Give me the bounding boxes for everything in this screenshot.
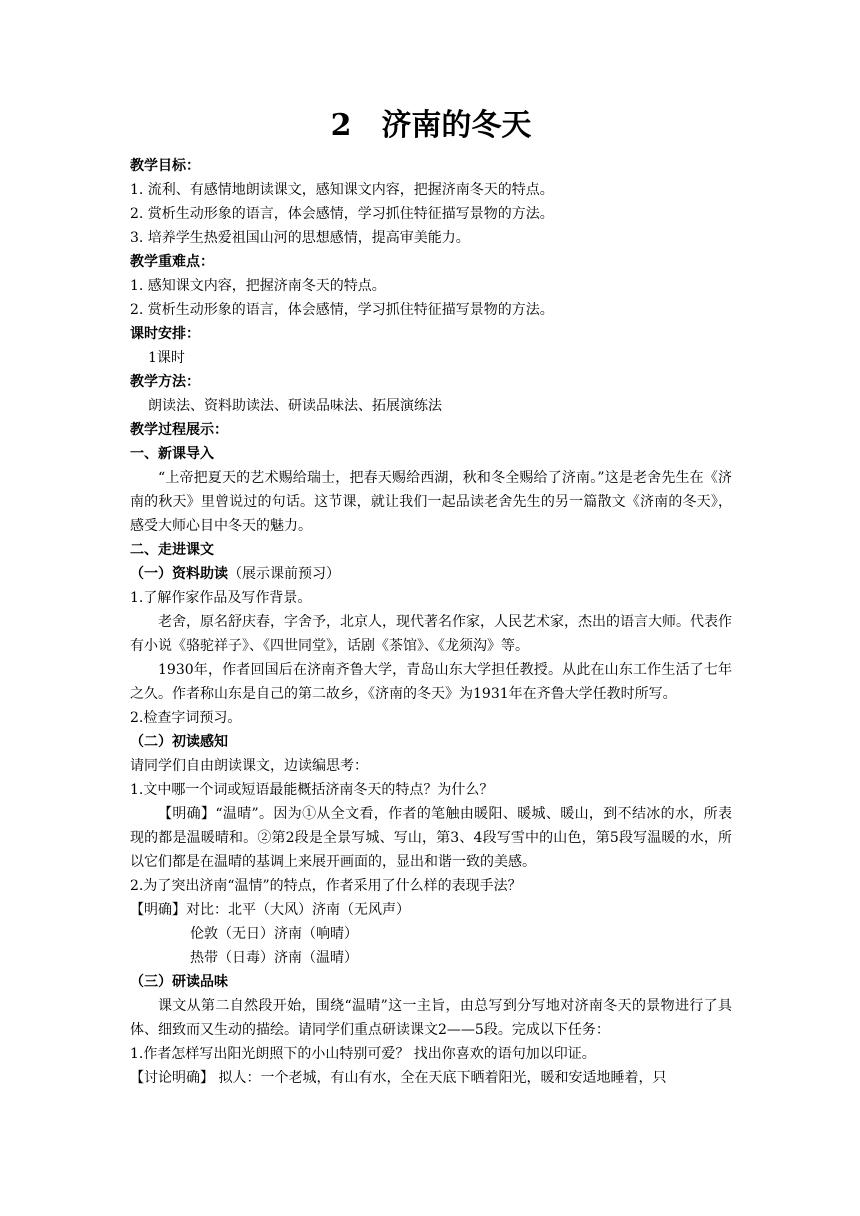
goal-item: 3. 培养学生热爱祖国山河的思想感情，提高审美能力。 bbox=[130, 230, 470, 246]
part1-paragraph: “上帝把夏天的艺术赐给瑞士，把春天赐给西湖，秋和冬全赐给了济南。”这是老舍先生在《济南的秋天》里曾说过的句话。这节课，就让我们一起品读老舍先生的另一篇散文《济南的冬天》，感受大师心目中冬天的魅力。 bbox=[130, 470, 732, 534]
goal-item: 2. 赏析生动形象的语言，体会感情，学习抓住特征描写景物的方法。 bbox=[130, 206, 554, 222]
key-point-item: 2. 赏析生动形象的语言，体会感情，学习抓住特征描写景物的方法。 bbox=[130, 302, 554, 318]
sub2-answer: 【明确】“温晴”。因为①从全文看，作者的笔触由暖阳、暖城、暖山，到不结冰的水，所表现的都是温暖晴和。②第2段是全景写城、写山，第3、4段写雪中的山色，第5段写温暖的水，所以它们都是在温晴的基调上来展开画面的，显出和谐一致的美感。 bbox=[130, 806, 732, 870]
sub3-question: 1.作者怎样写出阳光朗照下的小山特别可爱？ 找出你喜欢的语句加以印证。 bbox=[130, 1046, 596, 1062]
sub2-question: 2.为了突出济南“温情”的特点，作者采用了什么样的表现手法？ bbox=[130, 878, 522, 894]
sub2-intro: 请同学们自由朗读课文，边读编思考： bbox=[130, 758, 368, 774]
sub2-answer-line: 热带（日毒）济南（温晴） bbox=[190, 950, 358, 966]
schedule-text: 1课时 bbox=[148, 350, 185, 366]
sub3-paragraph: 课文从第二自然段开始，围绕“温晴”这一主旨，由总写到分写地对济南冬天的景物进行了具体、细致而又生动的描绘。请同学们重点研读课文2——5段。完成以下任务： bbox=[130, 998, 732, 1038]
sub2-answer-line: 【明确】对比：北平（大风）济南（无风声） bbox=[130, 902, 410, 918]
process-heading: 教学过程展示： bbox=[130, 422, 228, 438]
sub3-answer: 【讨论明确】 拟人：一个老城，有山有水，全在天底下晒着阳光，暖和安适地睡着，只 bbox=[130, 1070, 667, 1086]
goal-item: 1. 流利、有感情地朗读课文，感知课文内容，把握济南冬天的特点。 bbox=[130, 182, 554, 198]
part2-heading: 二、走进课文 bbox=[130, 542, 214, 558]
document-title: 2 济南的冬天 bbox=[330, 108, 532, 143]
document-page bbox=[130, 100, 732, 1090]
sub1-heading: （一）资料助读 bbox=[130, 566, 228, 582]
methods-text: 朗读法、资料助读法、研读品味法、拓展演练法 bbox=[148, 398, 442, 414]
part1-heading: 一、新课导入 bbox=[130, 446, 214, 462]
key-point-item: 1. 感知课文内容，把握济南冬天的特点。 bbox=[130, 278, 386, 294]
sub2-question: 1.文中哪一个词或短语最能概括济南冬天的特点？为什么？ bbox=[130, 782, 494, 798]
sub1-paragraph: 老舍，原名舒庆春，字舍予，北京人，现代著名作家，人民艺术家，杰出的语言大师。代表作有小说《骆驼祥子》、《四世同堂》，话剧《茶馆》、《龙须沟》等。 bbox=[130, 614, 732, 654]
sub2-heading: （二）初读感知 bbox=[130, 734, 228, 750]
sub2-answer-line: 伦敦（无日）济南（响晴） bbox=[190, 926, 358, 942]
sub1-paragraph: 1930年，作者回国后在济南齐鲁大学，青岛山东大学担任教授。从此在山东工作生活了七年之久。作者称山东是自己的第二故乡，《济南的冬天》为1931年在齐鲁大学任教时所写。 bbox=[130, 662, 732, 702]
methods-heading: 教学方法： bbox=[130, 374, 200, 390]
key-points-heading: 教学重难点： bbox=[130, 254, 214, 270]
sub3-heading: （三）研读品味 bbox=[130, 974, 228, 990]
sub1-heading-line bbox=[130, 562, 732, 586]
sub1-note: （展示课前预习） bbox=[228, 566, 340, 582]
sub1-item: 2.检查字词预习。 bbox=[130, 710, 242, 726]
sub1-item: 1.了解作家作品及写作背景。 bbox=[130, 590, 312, 606]
schedule-heading: 课时安排： bbox=[130, 326, 200, 342]
goals-heading: 教学目标： bbox=[130, 158, 200, 174]
